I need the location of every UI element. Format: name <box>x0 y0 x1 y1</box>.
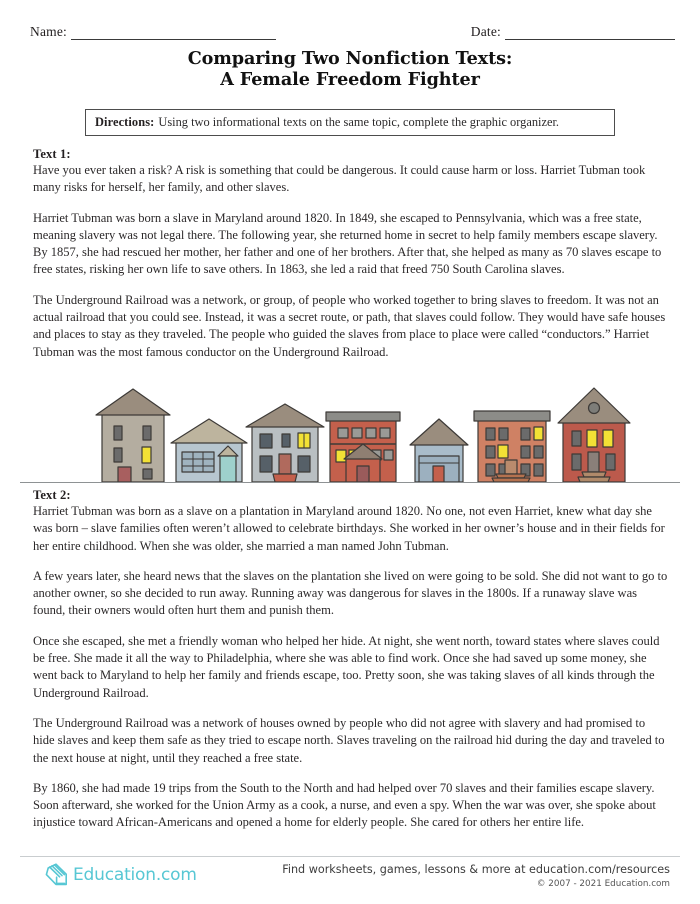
footer-promo-line: Find worksheets, games, lessons & more at education.com/resources <box>282 863 670 876</box>
house-6-orange-apartment <box>474 411 550 482</box>
houses-svg <box>30 386 675 484</box>
title-line-1: Comparing Two Nonfiction Texts: <box>187 48 513 69</box>
house-4-red-apartment <box>326 412 400 482</box>
name-label: Name: <box>30 24 67 39</box>
house-5-blue-garage <box>410 419 468 482</box>
logo-wordmark: Education.com <box>73 865 197 885</box>
house-7-brick-peaked <box>558 388 630 482</box>
illustration-ground-line <box>20 482 680 483</box>
name-input-line[interactable] <box>71 27 276 40</box>
pencil-logo-icon <box>44 862 70 888</box>
footer-text-block <box>282 863 670 889</box>
house-3-slate-peaked <box>246 404 324 482</box>
text-2-paragraph-5: By 1860, she had made 19 trips from the South to the North and had helped over 70 slaves and their families escape slavery. Soon afterward, she worked for the Union Army as a cook, a nurse, and even a spy. When the war was over, she spoke about injustice toward African-Americans and opened a home for elderly people. She cared for others her entire life. <box>33 780 656 830</box>
text-2-section <box>33 488 669 832</box>
text-2-paragraph-2: A few years later, she heard news that the slaves on the plantation she lived on were going to be sold. She did not want to go to another owner, so she decided to run away. Running away was dangerous for slaves in the 1800s. If a runaway slave was found, their owners would often hurt them and punish them. <box>33 568 668 618</box>
house-1-grey-peaked <box>96 389 170 482</box>
education-com-logo[interactable] <box>44 862 197 888</box>
text-1-paragraph-1: Have you ever taken a risk? A risk is something that could be dangerous. It could cause harm or loss. Harriet Tubman took many risks for herself, her family, and other slaves. <box>33 163 646 195</box>
date-input-line[interactable] <box>505 27 675 40</box>
paragraph-gap <box>33 197 669 210</box>
text-1-label: Text 1: <box>33 147 71 161</box>
page-title <box>0 48 700 90</box>
text-2-paragraph-3: Once she escaped, she met a friendly woman who helped her hide. At night, she went north, toward states where slaves could be free. She made it all the way to Philadelphia, where she was able to find work. Once she had saved up some money, she went back to Maryland to help her family and friends escape, too. Pretty soon, she was taking slaves of all kinds through the Underground Railroad. <box>33 633 660 700</box>
directions-label: Directions: <box>95 115 155 129</box>
text-2-label: Text 2: <box>33 488 71 502</box>
text-1-section <box>33 147 669 361</box>
paragraph-gap <box>33 279 669 292</box>
text-1-paragraph-2: Harriet Tubman was born a slave in Maryland around 1820. In 1849, she escaped to Pennsylvania, which was a free state, meaning slavery was not legal there. The following year, she returned home in secret to help family members escape slavery. By 1857, she had rescued her mother, her father and one of her brothers. After that, she helped as many as 70 slaves escape to free states, risking her own life to save others. In 1863, she led a raid that freed 750 South Carolina slaves. <box>33 210 662 277</box>
footer-copyright: © 2007 - 2021 Education.com <box>536 879 670 889</box>
directions-box <box>85 109 615 136</box>
text-2-paragraph-1: Harriet Tubman was born as a slave on a plantation in Maryland around 1820. No one, not even Harriet, knew what day she was born – slave families often weren’t allowed to celebrate birthdays. She worked in her owner’s house and in their fields for her entire childhood. When she was older, she married a man named John Tubman. <box>33 504 665 553</box>
title-line-2: A Female Freedom Fighter <box>220 69 480 90</box>
row-of-houses-illustration <box>30 386 675 484</box>
paragraph-gap <box>33 702 669 715</box>
name-date-row <box>30 24 675 40</box>
paragraph-gap <box>33 555 669 568</box>
paragraph-gap <box>33 767 669 780</box>
paragraph-gap <box>33 620 669 633</box>
text-2-paragraph-4: The Underground Railroad was a network of houses owned by people who did not agree with slavery and had promised to hide slaves and keep them safe as they tried to escape north. Slaves traveling on the railroad hid during the day and traveled to the next house at night, until they reached a free state. <box>33 715 665 765</box>
text-1-paragraph-3: The Underground Railroad was a network, or group, of people who worked together to bring slaves to freedom. It was not an actual railroad that you could see. Instead, it was a secret route, or path, that slaves could follow. They would have safe houses and places to stay as they traveled. The people who guided the slaves from place to place were called “conductors.” Harriet Tubman was the most famous conductor on the Underground Railroad. <box>33 292 666 359</box>
footer-divider <box>20 856 680 857</box>
house-2-blue-wide <box>171 419 247 482</box>
directions-text: Using two informational texts on the same topic, complete the graphic organizer. <box>158 115 560 129</box>
date-label: Date: <box>470 24 501 39</box>
